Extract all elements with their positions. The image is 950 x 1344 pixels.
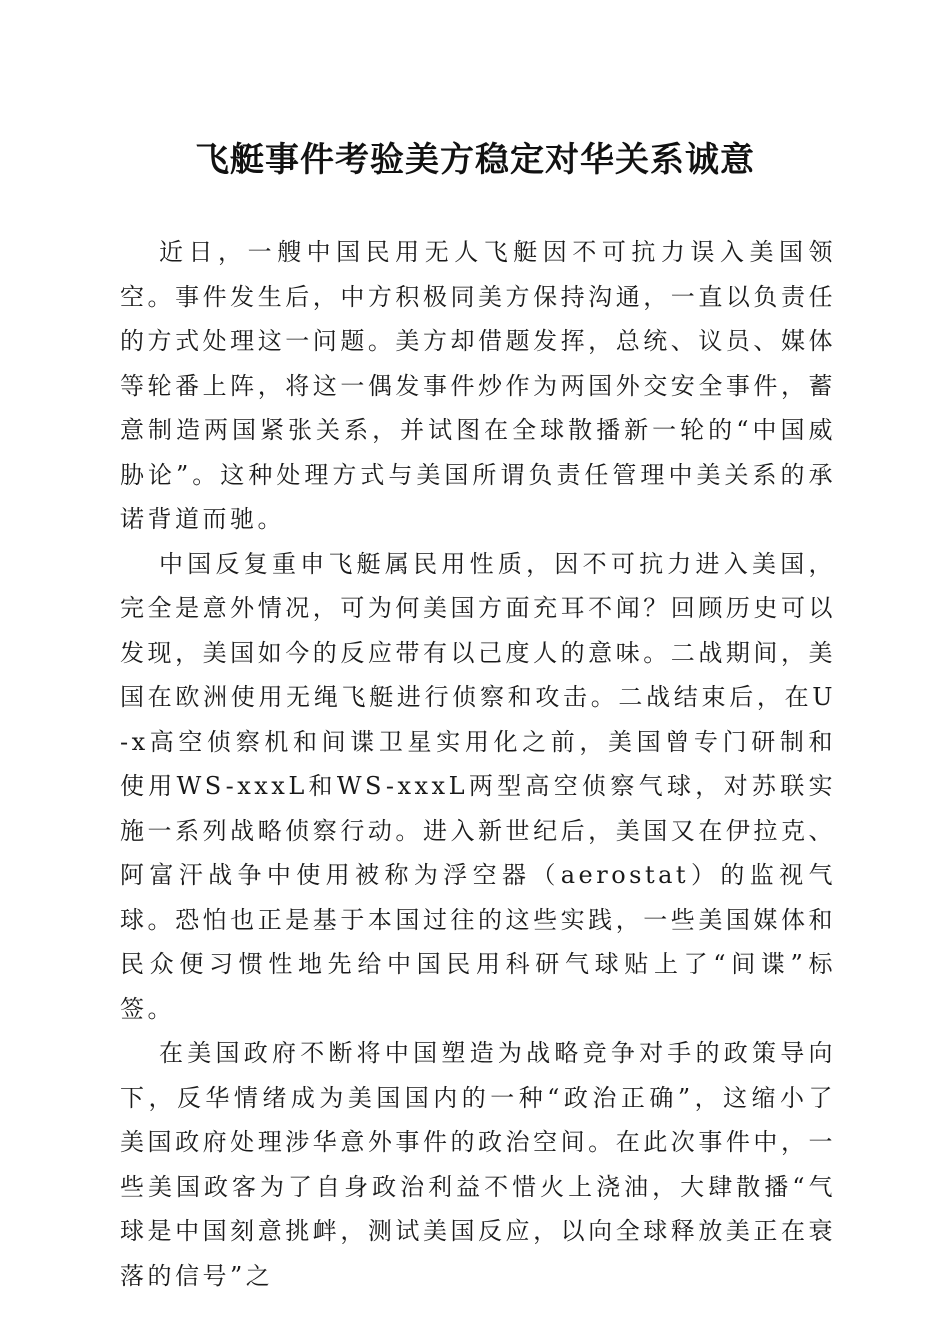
paragraph-3: 在美国政府不断将中国塑造为战略竞争对手的政策导向下，反华情绪成为美国国内的一种“政治正确”，这缩小了美国政府处理涉华意外事件的政治空间。在此次事件中，一些美国政客为了自身政治利益不惜火上浇油，大肆散播“气球是中国刻意挑衅，测试美国反应，以向全球释放美正在衰落的信号”之	[120, 1039, 836, 1290]
paragraph-2: 中国反复重申飞艇属民用性质，因不可抗力进入美国，完全是意外情况，可为何美国方面充耳不闻？回顾历史可以发现，美国如今的反应带有以己度人的意味。二战期间，美国在欧洲使用无绳飞艇进行侦察和攻击。二战结束后，在U-x高空侦察机和间谍卫星实用化之前，美国曾专门研制和使用WS-xxxL和WS-xxxL两型高空侦察气球，对苏联实施一系列战略侦察行动。进入新世纪后，美国又在伊拉克、阿富汗战争中使用被称为浮空器（aerostat）的监视气球。恐怕也正是基于本国过往的这些实践，一些美国媒体和民众便习惯性地先给中国民用科研气球贴上了“间谍”标签。	[120, 549, 836, 1023]
document-body	[120, 230, 836, 1298]
document-title: 飞艇事件考验美方稳定对华关系诚意	[195, 140, 755, 180]
paragraph-1: 近日，一艘中国民用无人飞艇因不可抗力误入美国领空。事件发生后，中方积极同美方保持沟通，一直以负责任的方式处理这一问题。美方却借题发挥，总统、议员、媒体等轮番上阵，将这一偶发事件炒作为两国外交安全事件，蓄意制造两国紧张关系，并试图在全球散播新一轮的“中国威胁论”。这种处理方式与美国所谓负责任管理中美关系的承诺背道而驰。	[120, 238, 836, 533]
